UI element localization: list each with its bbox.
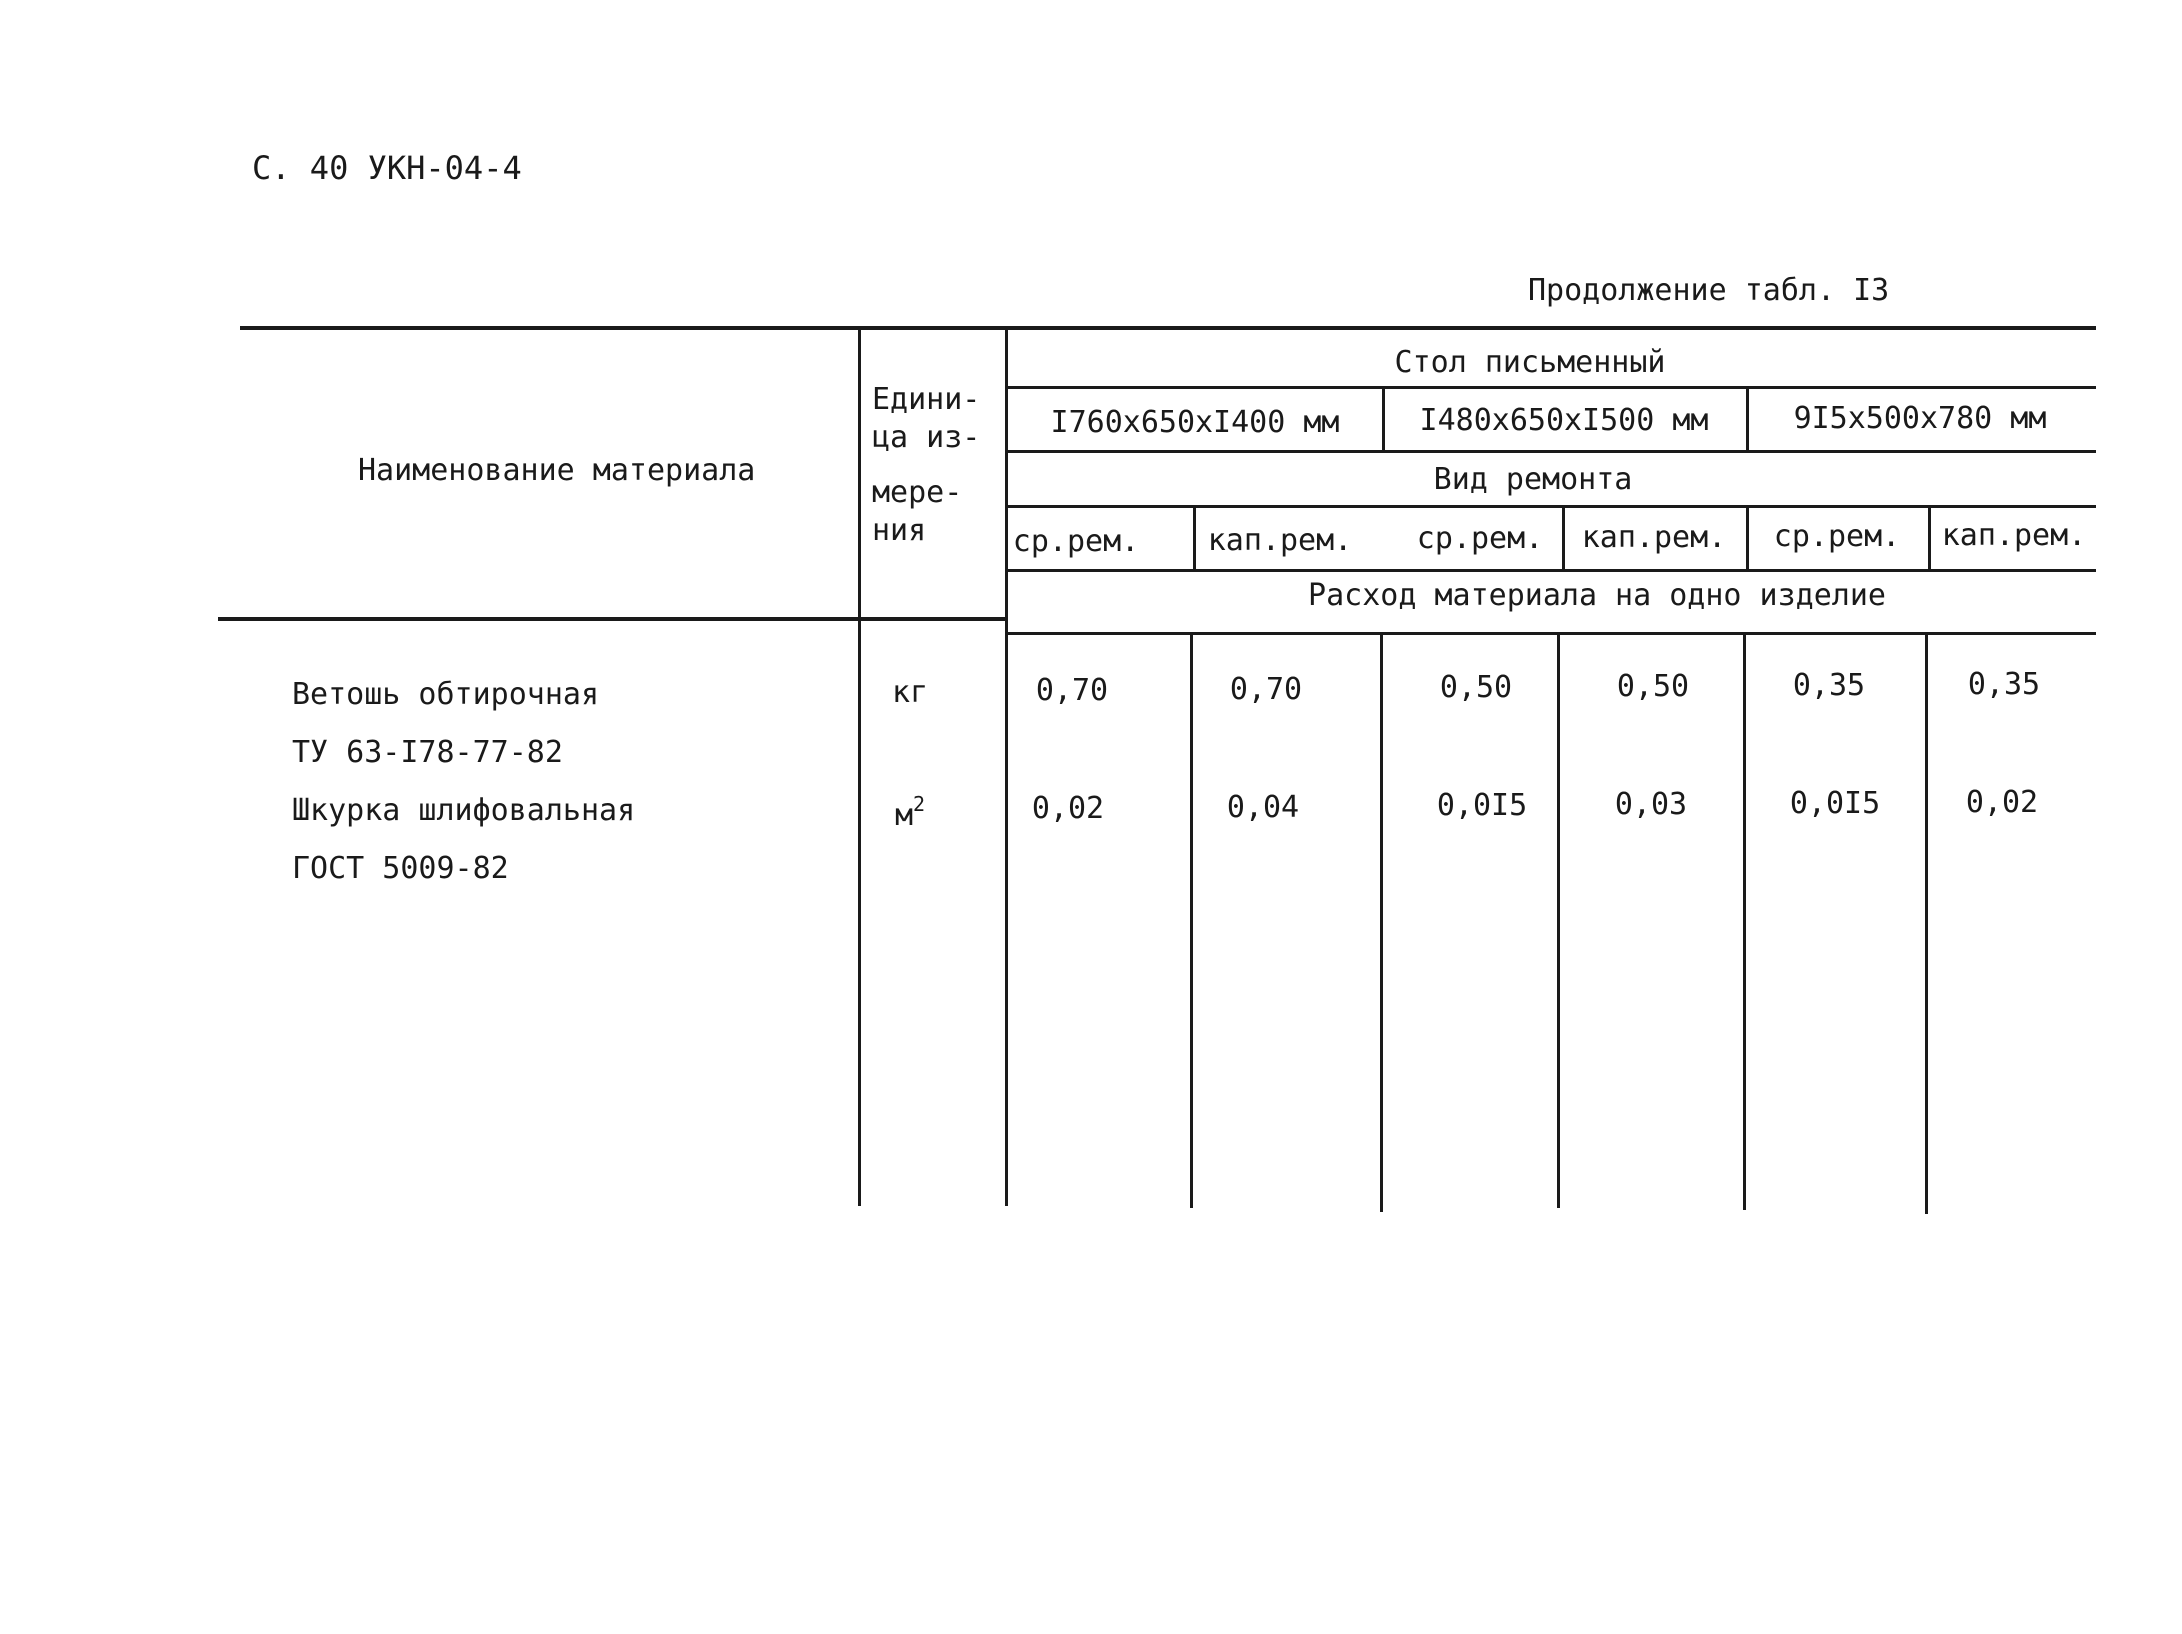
table-caption: Продолжение табл. I3 [1528,273,1890,308]
value-cell: 0,35 [1967,667,2041,702]
material-header: Наименование материала [358,453,756,488]
value-cell: 0,70 [1035,673,1109,708]
page-header: С. 40 УКН-04-4 [252,149,522,187]
value-cell: 0,0I5 [1436,788,1528,823]
unit-superscript: 2 [913,792,926,816]
unit-header-line: Едини- [872,382,981,417]
value-cell: 0,50 [1616,669,1690,704]
value-cell: 0,02 [1965,785,2039,820]
value-cell: 0,03 [1614,787,1688,822]
unit-header-line: ца из- [872,420,981,455]
consumption-header: Расход материала на одно изделие [1308,578,1886,613]
value-cell: 0,02 [1031,791,1105,826]
material-name: Шкурка шлифовальная [292,793,636,828]
repair-header: кап.рем. [1207,523,1353,558]
product-header: Стол письменный [1394,345,1666,380]
material-spec: ГОСТ 5009-82 [292,851,509,886]
value-cell: 0,04 [1226,790,1300,825]
repair-header: кап.рем. [1941,518,2087,553]
value-cell: 0,70 [1229,672,1303,707]
unit-value: м [894,798,914,833]
value-cell: 0,0I5 [1789,786,1881,821]
material-name: Ветошь обтирочная [292,677,600,712]
repair-header: ср.рем. [1012,524,1140,559]
size-header: I760x650xI400 мм [1050,405,1340,440]
unit-header-line: мере- [872,475,963,510]
value-cell: 0,50 [1439,670,1513,705]
material-spec: ТУ 63-I78-77-82 [292,735,563,770]
size-header: I480x650xI500 мм [1419,403,1709,438]
unit-header-line: ния [872,513,927,548]
repair-header: ср.рем. [1416,521,1544,556]
repair-type-header: Вид ремонта [1433,462,1633,497]
repair-header: ср.рем. [1773,519,1901,554]
repair-header: кап.рем. [1581,520,1727,555]
size-header: 9I5x500x780 мм [1793,401,2047,436]
unit-cell [895,794,925,831]
unit-cell: кг [891,675,929,710]
value-cell: 0,35 [1792,668,1866,703]
